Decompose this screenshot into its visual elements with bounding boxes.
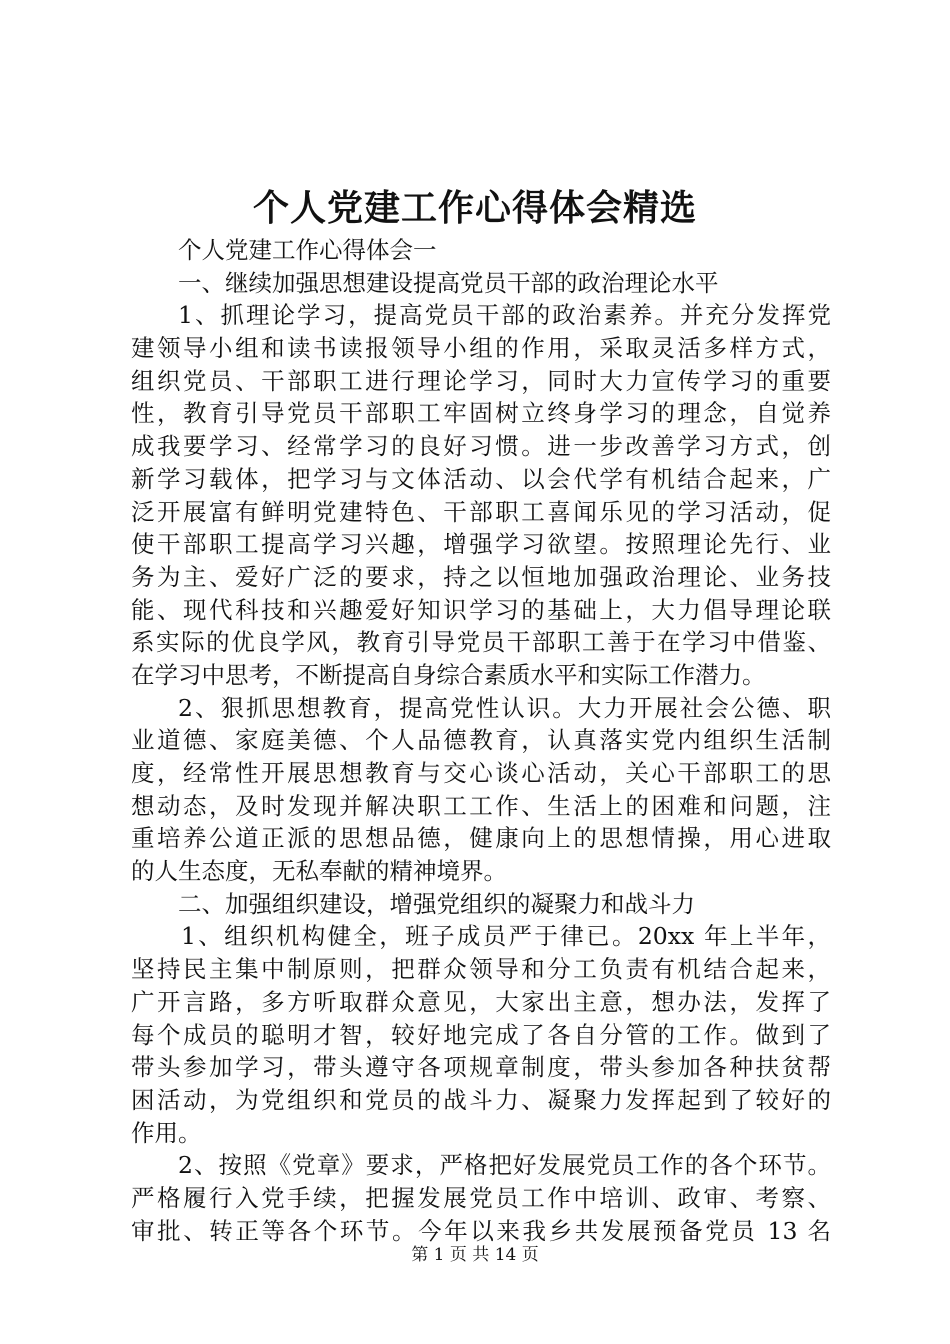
paragraph-line: 度，经常性开展思想教育与交心谈心活动，关心干部职工的思: [131, 759, 831, 787]
page-number: 第 1 页 共 14 页: [411, 1245, 539, 1265]
paragraph-line: 严格履行入党手续，把握发展党员工作中培训、政审、考察、: [131, 1183, 831, 1212]
paragraph-line: 业道德、家庭美德、个人品德教育，认真落实党内组织生活制: [131, 726, 831, 755]
paragraph-line: 新学习载体，把学习与文体活动、以会代学有机结合起来，广: [131, 464, 831, 493]
paragraph-line: 广开言路，多方听取群众意见，大家出主意，想办法，发挥了: [131, 987, 831, 1016]
paragraph-line: 务为主、爱好广泛的要求，持之以恒地加强政治理论、业务技: [131, 562, 831, 591]
paragraph-line: 审批、转正等各个环节。今年以来我乡共发展预备党员 13 名: [131, 1216, 831, 1245]
document-title: 个人党建工作心得体会精选: [252, 187, 697, 229]
paragraph-line: 带头参加学习，带头遵守各项规章制度，带头参加各种扶贫帮: [131, 1053, 831, 1082]
paragraph-line: 性，教育引导党员干部职工牢固树立终身学习的理念，自觉养: [131, 399, 831, 428]
paragraph-line: 的人生态度，无私奉献的精神境界。: [131, 857, 507, 886]
paragraph-line: 困活动，为党组织和党员的战斗力、凝聚力发挥起到了较好的: [131, 1085, 831, 1114]
paragraph-line: 成我要学习、经常学习的良好习惯。进一步改善学习方式，创: [131, 432, 831, 461]
paragraph-line: 泛开展富有鲜明党建特色、干部职工喜闻乐见的学习活动，促: [131, 497, 831, 526]
paragraph-line: 能、现代科技和兴趣爱好知识学习的基础上，大力倡导理论联: [131, 595, 831, 624]
paragraph-line: 每个成员的聪明才智，较好地完成了各自分管的工作。做到了: [131, 1020, 831, 1049]
section-heading: 个人党建工作心得体会一: [178, 236, 437, 264]
paragraph-line: 使干部职工提高学习兴趣，增强学习欲望。按照理论先行、业: [131, 530, 831, 559]
document-body: [131, 234, 831, 1247]
section-heading: 一、继续加强思想建设提高党员干部的政治理论水平: [178, 268, 719, 297]
paragraph-line: 2、按照《党章》要求，严格把好发展党员工作的各个环节。: [178, 1151, 831, 1180]
paragraph-line: 1、组织机构健全，班子成员严于律已。20xx 年上半年，: [181, 922, 831, 951]
paragraph-line: 坚持民主集中制原则，把群众领导和分工负责有机结合起来，: [131, 955, 831, 984]
paragraph-line: 组织党员、干部职工进行理论学习，同时大力宣传学习的重要: [131, 366, 831, 395]
paragraph-line: 重培养公道正派的思想品德，健康向上的思想情操，用心进取: [131, 824, 831, 853]
paragraph-line: 1、抓理论学习，提高党员干部的政治素养。并充分发挥党: [178, 301, 831, 330]
paragraph-line: 想动态，及时发现并解决职工工作、生活上的困难和问题，注: [131, 791, 831, 820]
paragraph-line: 建领导小组和读书读报领导小组的作用，采取灵活多样方式，: [131, 334, 831, 363]
section-heading: 二、加强组织建设，增强党组织的凝聚力和战斗力: [178, 889, 695, 918]
paragraph-line: 在学习中思考，不断提高自身综合素质水平和实际工作潜力。: [131, 660, 766, 689]
paragraph-line: 系实际的优良学风，教育引导党员干部职工善于在学习中借鉴、: [131, 628, 831, 657]
paragraph-line: 2、狠抓思想教育，提高党性认识。大力开展社会公德、职: [178, 693, 831, 722]
paragraph-line: 作用。: [131, 1118, 202, 1147]
